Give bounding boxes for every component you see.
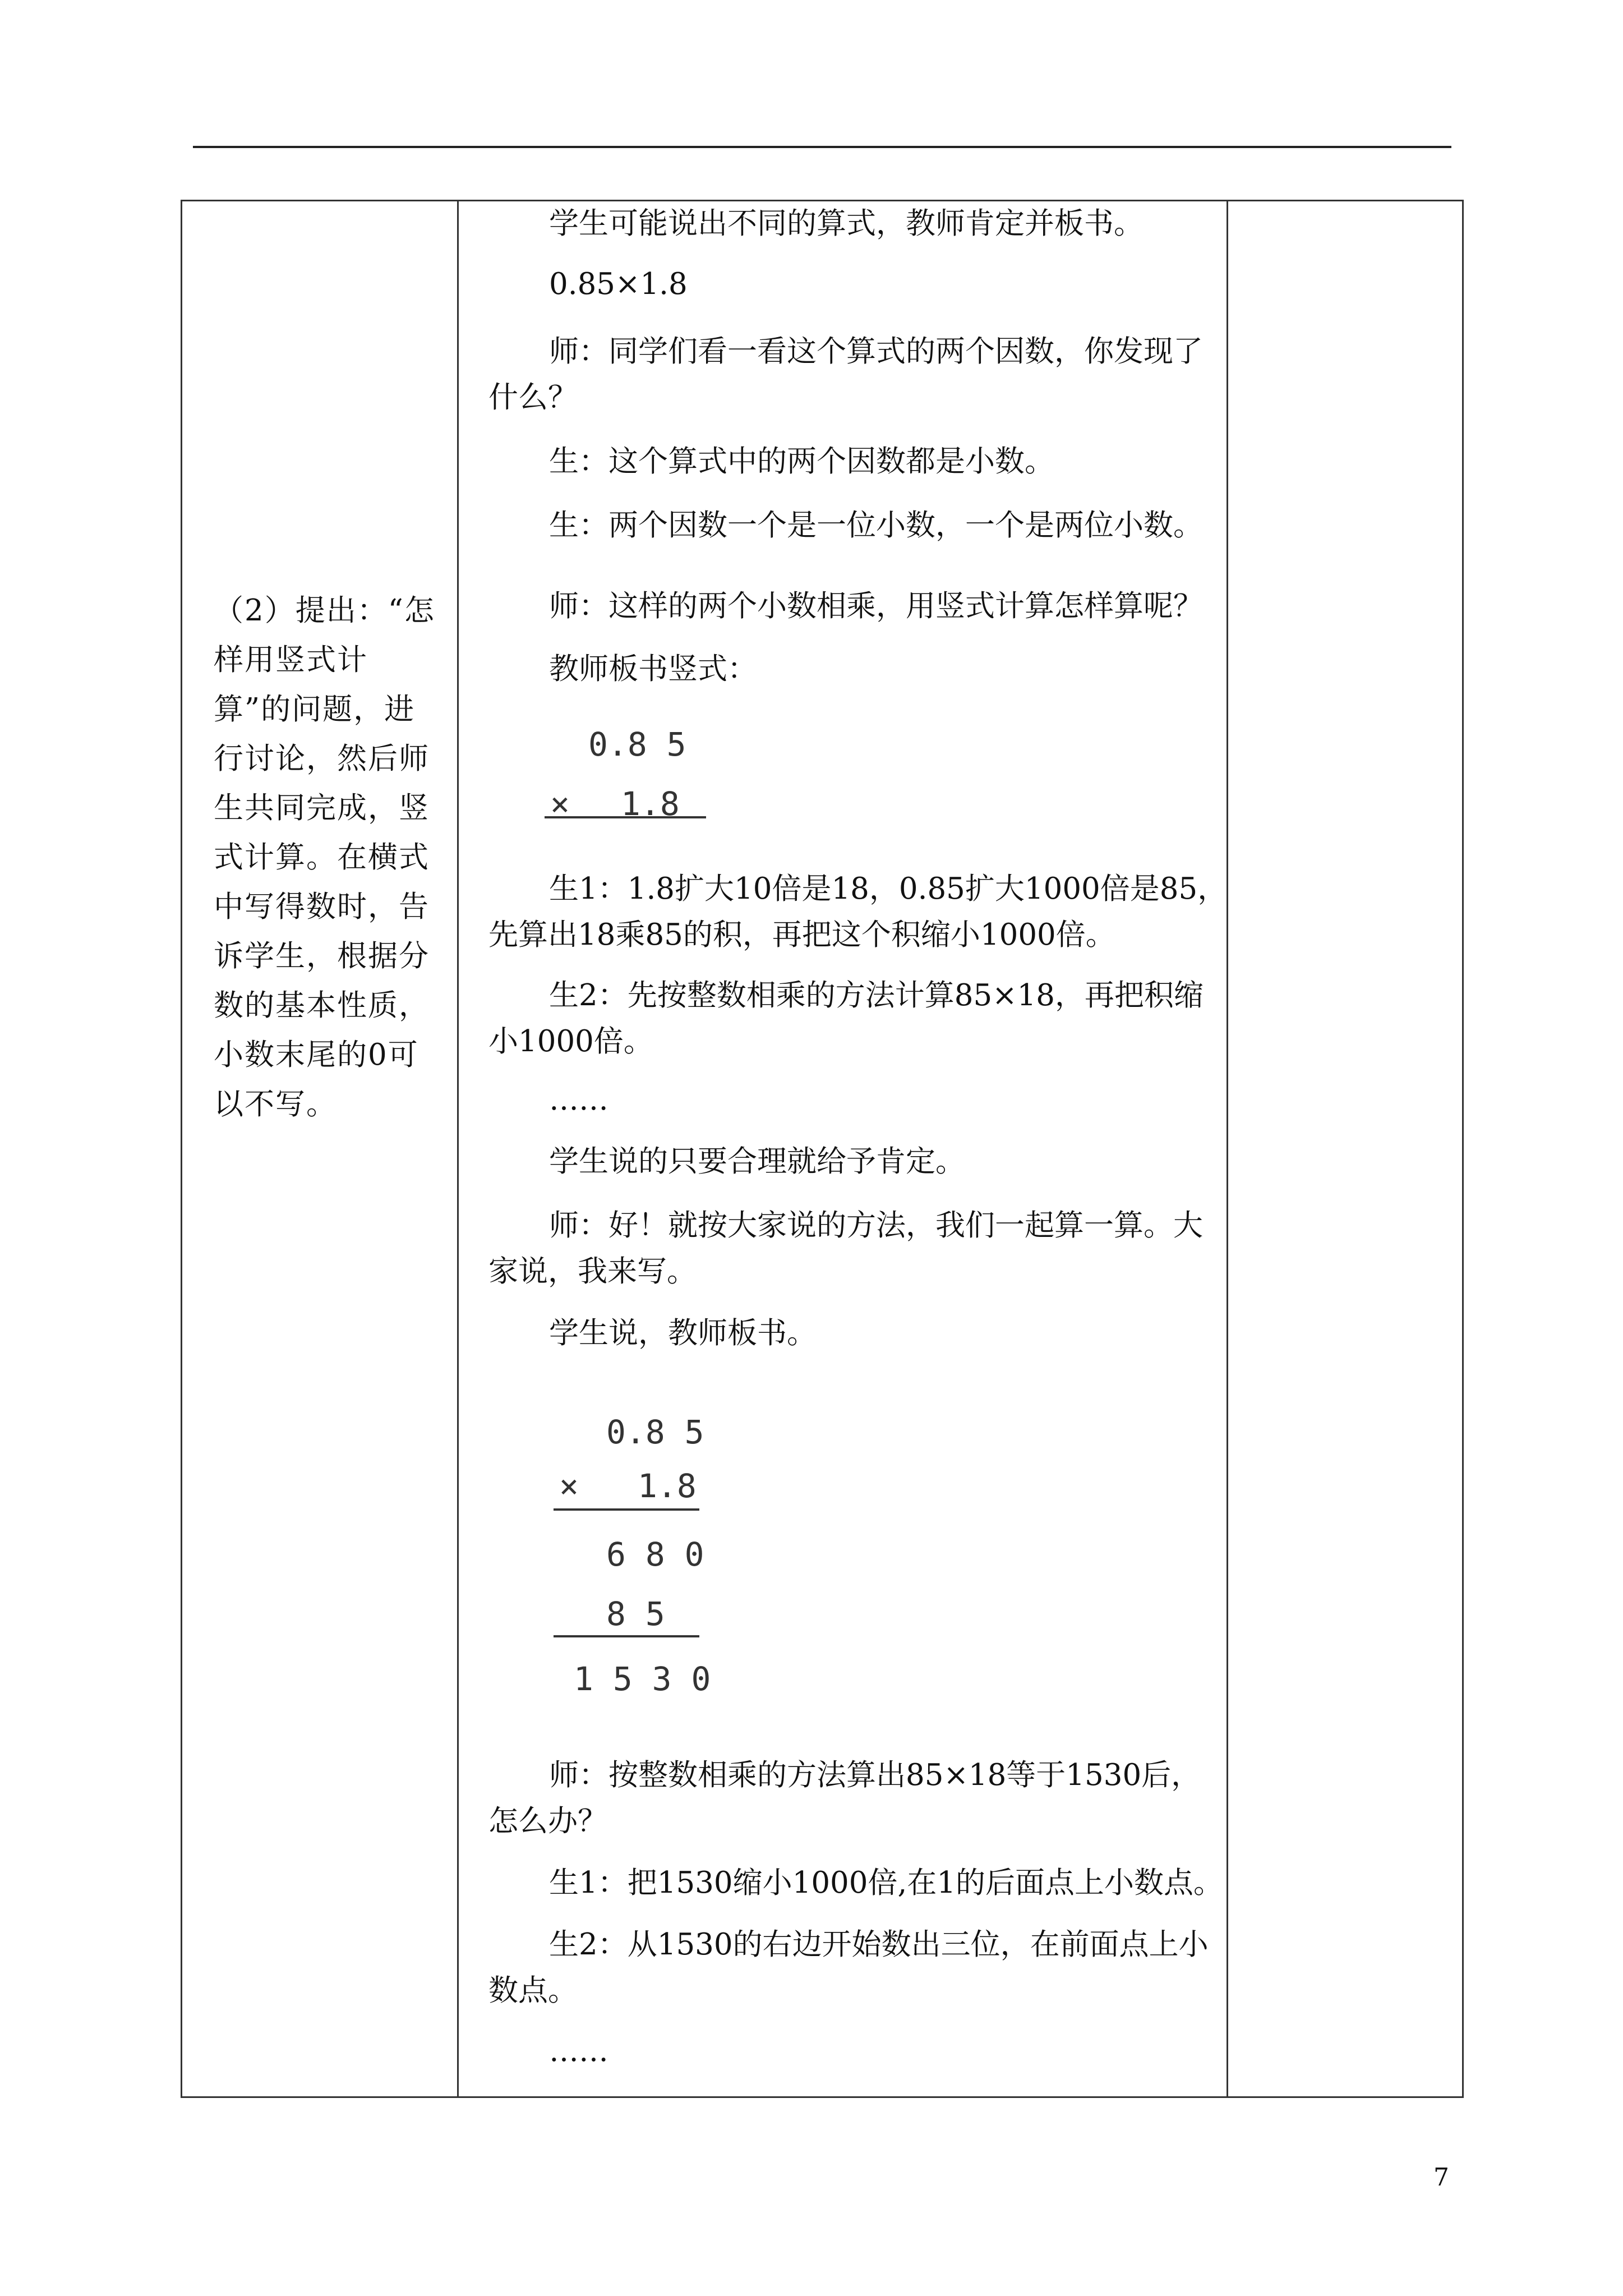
paragraph: 小1000倍。: [488, 1024, 653, 1059]
vertical-top-number: 0.8 5: [606, 1413, 704, 1451]
notes-cell: [1234, 201, 1462, 2096]
paragraph: 教师板书竖式：: [549, 652, 757, 686]
vertical-bottom-number: 1.8: [621, 785, 680, 823]
vertical-result: 1 5 3 0: [574, 1660, 711, 1698]
paragraph: 学生可能说出不同的算式，教师肯定并板书。: [549, 206, 1144, 241]
paragraph: 学生说，教师板书。: [549, 1316, 817, 1350]
vertical-rule: [554, 1508, 699, 1511]
paragraph: 生2：先按整数相乘的方法计算85×18，再把积缩: [549, 978, 1204, 1013]
vertical-rule: [545, 816, 706, 818]
page-number: 7: [1433, 2163, 1449, 2192]
teaching-process-cell: [488, 201, 1228, 2096]
paragraph: 学生说的只要合理就给予肯定。: [549, 1144, 965, 1179]
paragraph: 师：按整数相乘的方法算出85×18等于1530后，: [549, 1758, 1201, 1792]
vertical-rule: [554, 1635, 699, 1637]
column-divider-right: [1227, 201, 1228, 2096]
times-sign: ×: [550, 785, 570, 823]
paragraph: 生：这个算式中的两个因数都是小数。: [549, 444, 1054, 478]
lesson-table: [181, 200, 1464, 2098]
paragraph: 师：好！就按大家说的方法，我们一起算一算。大: [549, 1208, 1203, 1243]
vertical-bottom-number: 1.8: [638, 1467, 697, 1505]
formula-line: 0.85×1.8: [549, 267, 688, 301]
paragraph: 生：两个因数一个是一位小数，一个是两位小数。: [549, 508, 1203, 542]
times-sign: ×: [559, 1467, 579, 1505]
design-intent-cell: （2）提出：“怎样用竖式计算”的问题，进行讨论，然后师生共同完成，竖式计算。在横式中写得数时，告诉学生，根据分数的基本性质，小数末尾的0可以不写。: [214, 593, 435, 1121]
paragraph: 生2：从1530的右边开始数出三位，在前面点上小: [549, 1927, 1209, 1962]
paragraph: 家说，我来写。: [488, 1254, 697, 1289]
paragraph: 师：这样的两个小数相乘，用竖式计算怎样算呢？: [549, 589, 1203, 623]
paragraph: 数点。: [488, 1973, 578, 2008]
paragraph: 什么？: [488, 380, 578, 415]
paragraph: 先算出18乘85的积，再把这个积缩小1000倍。: [488, 918, 1115, 952]
paragraph: 师：同学们看一看这个算式的两个因数，你发现了: [549, 334, 1203, 369]
partial-product: 8 5: [606, 1595, 665, 1633]
paragraph: 生1：把1530缩小1000倍,在1的后面点上小数点。: [549, 1866, 1224, 1900]
partial-product: 6 8 0: [606, 1535, 704, 1573]
vertical-top-number: 0.8 5: [588, 725, 686, 763]
header-rule: [193, 146, 1451, 148]
paragraph: 怎么办？: [488, 1804, 607, 1838]
column-divider-left: [457, 201, 459, 2096]
ellipsis: ……: [549, 2034, 608, 2068]
ellipsis: ……: [549, 1083, 608, 1117]
paragraph: 生1：1.8扩大10倍是18，0.85扩大1000倍是85，: [549, 872, 1228, 906]
